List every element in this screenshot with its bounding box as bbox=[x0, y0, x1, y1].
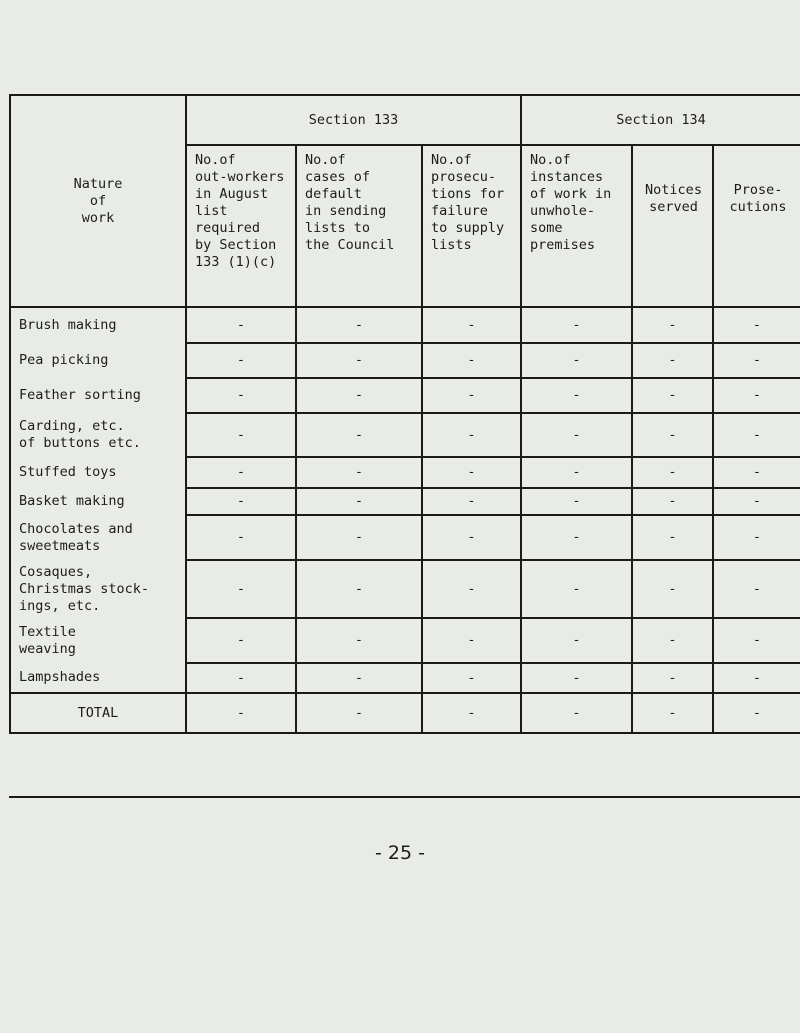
table-cell: - bbox=[632, 663, 713, 693]
table-cell: - bbox=[422, 457, 521, 488]
table-row bbox=[10, 457, 800, 488]
table-cell: - bbox=[632, 307, 713, 343]
table-cell: - bbox=[422, 618, 521, 663]
table-cell: - bbox=[521, 488, 632, 515]
table-cell: - bbox=[521, 307, 632, 343]
table-row bbox=[10, 618, 800, 663]
table-cell: - bbox=[186, 413, 296, 457]
total-cell: - bbox=[713, 693, 800, 733]
table-cell: - bbox=[186, 560, 296, 618]
total-row bbox=[10, 693, 800, 733]
column-header-prosecutions-failure: No.of prosecu- tions for failure to supply lists bbox=[422, 145, 521, 307]
table-cell: - bbox=[521, 343, 632, 378]
table-cell: - bbox=[186, 343, 296, 378]
column-header-prosecutions: Prose- cutions bbox=[713, 145, 800, 307]
total-cell: - bbox=[186, 693, 296, 733]
table-cell: - bbox=[521, 457, 632, 488]
table-cell: - bbox=[186, 488, 296, 515]
table-cell: - bbox=[632, 618, 713, 663]
table-cell: - bbox=[186, 515, 296, 560]
total-cell: - bbox=[422, 693, 521, 733]
column-header-notices-served: Notices served bbox=[632, 145, 713, 307]
outworkers-table bbox=[9, 94, 800, 734]
table-cell: - bbox=[713, 488, 800, 515]
work-type-label: Carding, etc. of buttons etc. bbox=[10, 413, 186, 457]
work-type-label: Pea picking bbox=[10, 343, 186, 378]
table-cell: - bbox=[296, 663, 422, 693]
table-cell: - bbox=[296, 560, 422, 618]
table-cell: - bbox=[186, 307, 296, 343]
table-cell: - bbox=[422, 488, 521, 515]
total-label: TOTAL bbox=[10, 693, 186, 733]
table-cell: - bbox=[521, 618, 632, 663]
table-cell: - bbox=[186, 457, 296, 488]
work-type-label: Feather sorting bbox=[10, 378, 186, 413]
table-cell: - bbox=[422, 307, 521, 343]
table-cell: - bbox=[521, 413, 632, 457]
table-row bbox=[10, 307, 800, 343]
table-cell: - bbox=[521, 560, 632, 618]
table-row bbox=[10, 560, 800, 618]
column-header-unwholesome-premises: No.of instances of work in unwhole- some premises bbox=[521, 145, 632, 307]
column-header-outworkers: No.of out-workers in August list required by Section 133 (1)(c) bbox=[186, 145, 296, 307]
section-134-header: Section 134 bbox=[521, 95, 800, 145]
table-row bbox=[10, 378, 800, 413]
table-row bbox=[10, 343, 800, 378]
total-cell: - bbox=[521, 693, 632, 733]
total-cell: - bbox=[632, 693, 713, 733]
table-cell: - bbox=[521, 515, 632, 560]
table-cell: - bbox=[713, 618, 800, 663]
table-cell: - bbox=[296, 488, 422, 515]
table-cell: - bbox=[632, 457, 713, 488]
table-cell: - bbox=[713, 413, 800, 457]
work-type-label: Textile weaving bbox=[10, 618, 186, 663]
table-cell: - bbox=[713, 378, 800, 413]
table-cell: - bbox=[296, 618, 422, 663]
table-cell: - bbox=[632, 343, 713, 378]
table-cell: - bbox=[186, 663, 296, 693]
table-cell: - bbox=[632, 515, 713, 560]
section-133-header: Section 133 bbox=[186, 95, 521, 145]
nature-of-work-header: Nature of work bbox=[10, 95, 186, 307]
table-cell: - bbox=[422, 378, 521, 413]
table-cell: - bbox=[296, 515, 422, 560]
table-cell: - bbox=[296, 413, 422, 457]
work-type-label: Stuffed toys bbox=[10, 457, 186, 488]
work-type-label: Brush making bbox=[10, 307, 186, 343]
page-number: - 25 - bbox=[375, 842, 425, 864]
table-cell: - bbox=[186, 618, 296, 663]
table-cell: - bbox=[422, 663, 521, 693]
table-cell: - bbox=[296, 343, 422, 378]
table-cell: - bbox=[632, 413, 713, 457]
table-cell: - bbox=[296, 378, 422, 413]
work-type-label: Cosaques, Christmas stock- ings, etc. bbox=[10, 560, 186, 618]
table-cell: - bbox=[713, 663, 800, 693]
table-cell: - bbox=[422, 343, 521, 378]
table-cell: - bbox=[713, 560, 800, 618]
table-cell: - bbox=[296, 457, 422, 488]
column-header-default-cases: No.of cases of default in sending lists to the Council bbox=[296, 145, 422, 307]
table-cell: - bbox=[713, 343, 800, 378]
double-rule bbox=[9, 796, 800, 798]
table-row bbox=[10, 413, 800, 457]
total-cell: - bbox=[296, 693, 422, 733]
table-cell: - bbox=[521, 378, 632, 413]
table-cell: - bbox=[632, 378, 713, 413]
table-cell: - bbox=[713, 515, 800, 560]
table-cell: - bbox=[186, 378, 296, 413]
table-cell: - bbox=[422, 515, 521, 560]
table-cell: - bbox=[632, 488, 713, 515]
table-row bbox=[10, 663, 800, 693]
table-cell: - bbox=[296, 307, 422, 343]
table-cell: - bbox=[521, 663, 632, 693]
work-type-label: Chocolates and sweetmeats bbox=[10, 515, 186, 560]
table-cell: - bbox=[422, 560, 521, 618]
table-cell: - bbox=[632, 560, 713, 618]
table-row bbox=[10, 488, 800, 515]
table-cell: - bbox=[713, 307, 800, 343]
work-type-label: Lampshades bbox=[10, 663, 186, 693]
table-row bbox=[10, 515, 800, 560]
work-type-label: Basket making bbox=[10, 488, 186, 515]
table-cell: - bbox=[422, 413, 521, 457]
table-cell: - bbox=[713, 457, 800, 488]
